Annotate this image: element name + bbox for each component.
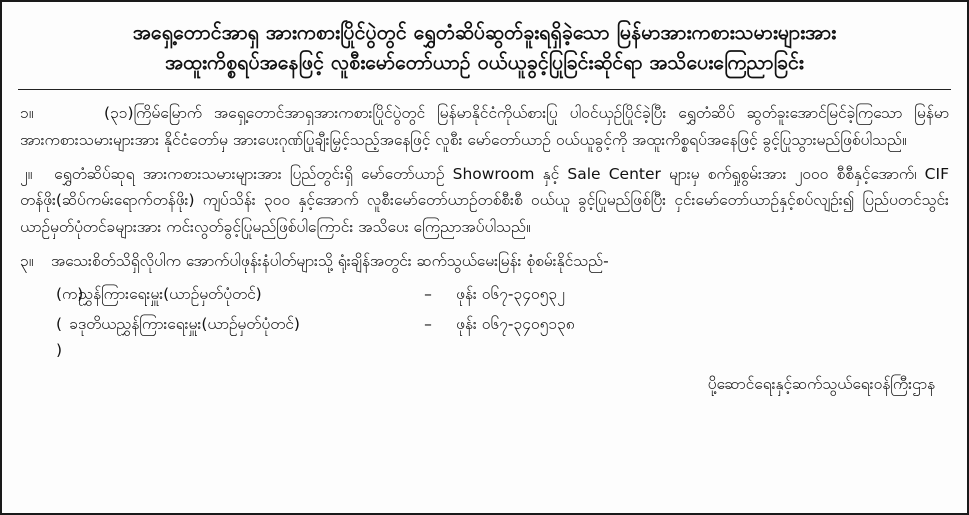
contact-1-label: (က): [56, 285, 84, 304]
title-line-1: အရှေ့တောင်အာရှ အားကစားပြိုင်ပွဲတွင် ရွှေတံဆိပ်ဆွတ်ခူးရရှိခဲ့သော မြန်မာအားကစားသမားများအား: [132, 21, 837, 44]
contact-1-dash: –: [424, 285, 432, 304]
paragraph-2-text: ရွှေတံဆိပ်ဆုရ အားကစားသမားများအား ပြည်တွင်းရှိ မော်တော်ယာဉ် Showroom နှင့် Sale Center များမှ စက်ရှုစွမ်းအား ၂၀၀၀ စီစီနှင့်အောက်၊ CIF တန်ဖိုး(ဆိပ်ကမ်းရောက်တန်ဖိုး) ကျပ်သိန်း ၃၀၀ နှင့်အောက် လူစီးမော်တော်ယာဉ်တစ်စီးစီ ဝယ်ယူ ခွင့်ပြုမည်ဖြစ်ပြီး ငှင်းမော်တော်ယာဉ်နှင့်စပ်လျဉ်း၍ ပြည်ပတင်သွင်းယာဉ်မှတ်ပုံတင်ခများအား ကင်းလွတ်ခွင့်ပြုမည်ဖြစ်ပါကြောင်း အသိပေး ကြေညာအပ်ပါသည်။: [20, 164, 949, 237]
paragraph-3-text: အသေးစိတ်သိရှိလိုပါက အောက်ပါဖုန်းနံပါတ်များသို့ ရုံးချိန်အတွင်း ဆက်သွယ်မေးမြန်း စုံစမ်းနိုင်သည်-: [50, 251, 609, 270]
page-title: [16, 12, 953, 80]
contact-2-phone: ဖုန်း ၀၆၇-၃၄၀၅၁၃၈: [456, 314, 575, 333]
paragraph-2: [20, 161, 949, 241]
paragraph-3: [20, 248, 949, 275]
list-item: [20, 281, 949, 307]
paragraph-1: [20, 100, 949, 153]
contact-list: [20, 281, 949, 363]
contact-2-dash: –: [424, 314, 432, 333]
signature-line: ပို့ဆောင်ရေးနှင့်ဆက်သွယ်ရေးဝန်ကြီးဌာန: [707, 375, 935, 394]
contact-1-title: ညွှန်ကြားရေးမှူး(ယာဉ်မှတ်ပုံတင်): [78, 285, 262, 304]
contact-2-label: ( ခ ): [56, 314, 78, 360]
paragraph-1-number: ၁။: [20, 104, 34, 123]
document-body: [16, 100, 953, 397]
title-divider: [18, 89, 951, 90]
contact-2-title: ဒုတိယညွှန်ကြားရေးမှူး(ယာဉ်မှတ်ပုံတင်): [78, 314, 300, 333]
contact-1-phone: ဖုန်း ၀၆၇-၃၄၀၅၃၂: [456, 285, 565, 304]
paragraph-2-number: ၂။: [20, 164, 33, 183]
paragraph-1-text: (၃၁)ကြိမ်မြောက် အရှေ့တောင်အာရှအားကစားပြိုင်ပွဲတွင် မြန်မာနိုင်ငံကိုယ်စားပြု ပါဝင်ယှဉ်ပြိုင်ခဲ့ပြီး ရွှေတံဆိပ် ဆွတ်ခူးအောင်မြင်ခဲ့ကြသော မြန်မာအားကစားသမားများအား နိုင်ငံတော်မှ အားပေးဂုဏ်ပြုချီးမြှင့်သည့်အနေဖြင့် လူစီး မော်တော်ယာဉ် ဝယ်ယူခွင့်ကို အထူးကိစ္စရပ်အနေဖြင့် ခွင့်ပြုသွားမည်ဖြစ်ပါသည်။: [20, 104, 949, 150]
paragraph-3-number: ၃။: [20, 251, 34, 270]
list-item: [20, 311, 949, 364]
title-line-2: အထူးကိစ္စရပ်အနေဖြင့် လူစီးမော်တော်ယာဉ် ဝယ်ယူခွင့်ပြုခြင်းဆိုင်ရာ အသိပေးကြေညာခြင်း: [165, 51, 804, 75]
